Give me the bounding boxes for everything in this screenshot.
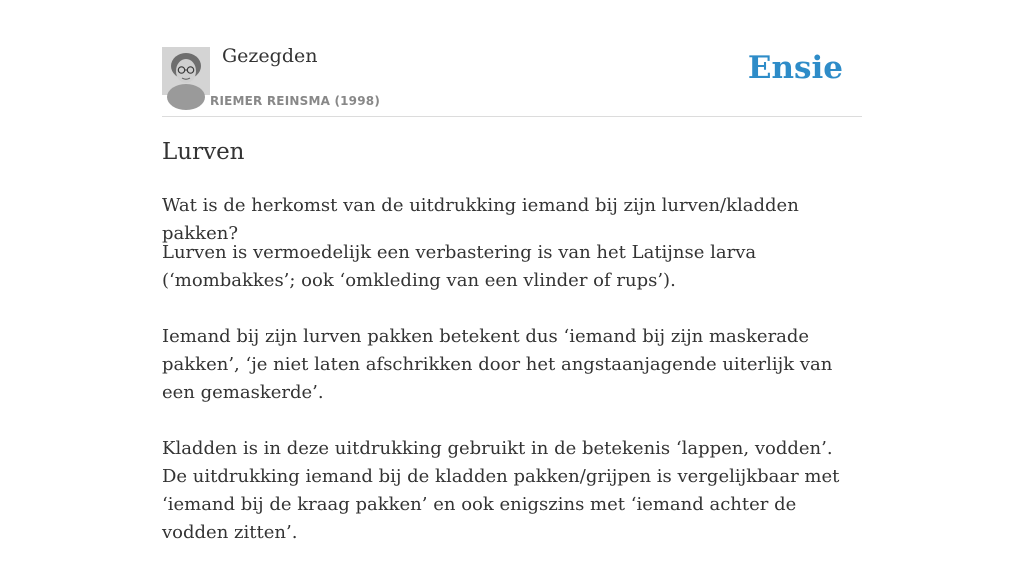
category-link[interactable]: Gezegden	[222, 45, 318, 67]
article-body	[162, 239, 862, 575]
body-paragraph: Lurven is vermoedelijk een verbastering is van het Latijnse larva (‘mombakkes’; ook ‘omkleding van een vlinder of rups’).	[162, 242, 757, 291]
author-name: RIEMER REINSMA (1998)	[210, 94, 381, 108]
article-header	[162, 44, 862, 117]
body-paragraph: Iemand bij zijn lurven pakken betekent dus ‘iemand bij zijn maskerade pakken’, ‘je niet laten afschrikken door het angstaanjagende uiterlijk van een gemaskerde’.	[162, 326, 833, 403]
article-question: Wat is de herkomst van de uitdrukking iemand bij zijn lurven/kladden pakken?	[162, 195, 799, 244]
body-paragraph: Kladden is in deze uitdrukking gebruikt in de betekenis ‘lappen, vodden’. De uitdrukking iemand bij de kladden pakken/grijpen is vergelijkbaar met ‘iemand bij de kraag pakken’ en ook enigszins met ‘iemand achter de vodden zitten’.	[162, 438, 840, 543]
author-avatar[interactable]	[162, 47, 210, 95]
ensie-logo[interactable]: Ensie	[747, 50, 843, 86]
author-portrait-icon	[162, 47, 210, 95]
article-title: Lurven	[162, 139, 245, 165]
